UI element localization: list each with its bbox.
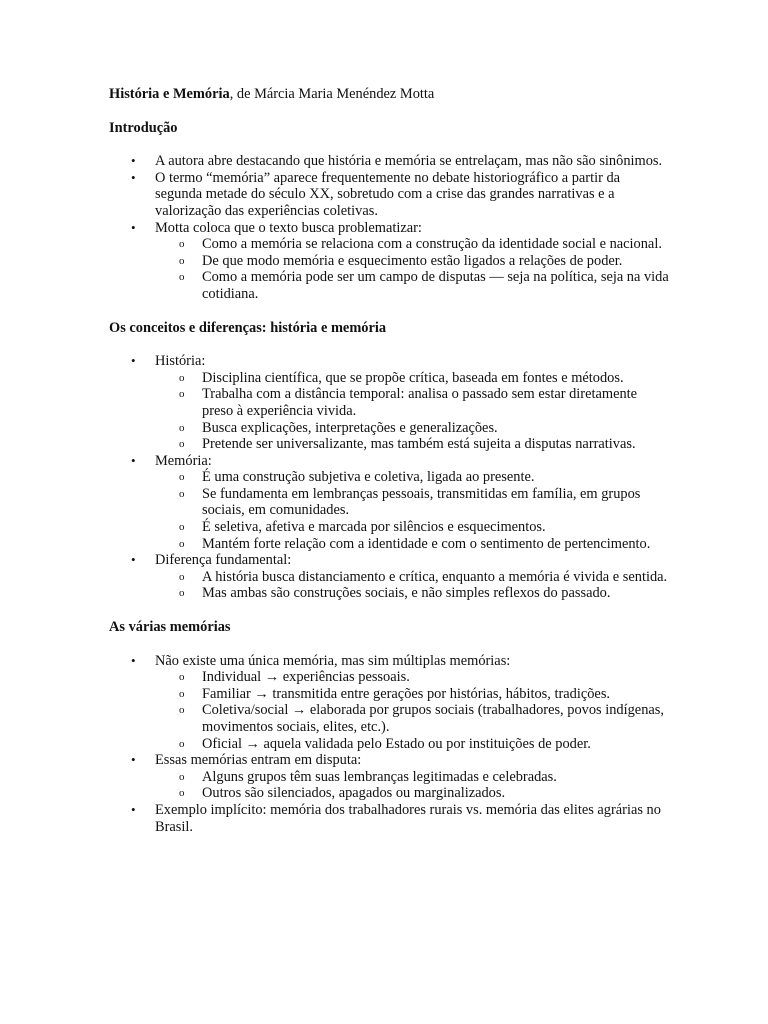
sub-list-item-text: Mantém forte relação com a identidade e com o sentimento de pertencimento. [202, 535, 651, 552]
bullet-disc-icon: • [131, 169, 136, 185]
bullet-circle-icon: o [179, 238, 185, 251]
bullet-circle-icon: o [179, 487, 185, 500]
sub-list-item-text: Outros são silenciados, apagados ou marginalizados. [202, 785, 506, 802]
sub-list-item [155, 236, 669, 253]
sub-list-item [155, 469, 669, 486]
list-item [109, 153, 669, 170]
bullet-disc-icon: • [131, 752, 136, 768]
sub-list-item-text: Disciplina científica, que se propõe crítica, baseada em fontes e métodos. [202, 369, 624, 386]
list-item-text: Diferença fundamental: [155, 552, 292, 569]
bullet-circle-icon: o [179, 421, 185, 434]
sub-list-item-text: É seletiva, afetiva e marcada por silêncios e esquecimentos. [202, 519, 546, 536]
sub-list-item [155, 702, 669, 735]
bullet-disc-icon: • [131, 652, 136, 668]
bullet-disc-icon: • [131, 353, 136, 369]
sub-list-item-text: Coletiva/social → elaborada por grupos sociais (trabalhadores, povos indígenas, movimentos sociais, elites, etc.). [202, 702, 664, 735]
bullet-list [109, 353, 669, 602]
bullet-list [109, 653, 669, 836]
section-heading-introducao: Introdução [109, 119, 178, 136]
list-item-text: Exemplo implícito: memória dos trabalhadores rurais vs. memória das elites agrárias no Brasil. [155, 801, 661, 835]
sub-list-item [155, 785, 669, 802]
sub-list-item [155, 420, 669, 437]
bullet-circle-icon: o [179, 570, 185, 583]
sub-list-item-text: Individual → experiências pessoais. [202, 669, 410, 686]
bullet-circle-icon: o [179, 471, 185, 484]
sub-list-item-text: De que modo memória e esquecimento estão ligados a relações de poder. [202, 252, 623, 269]
sub-list-item-text: Trabalha com a distância temporal: analisa o passado sem estar diretamente preso à experiência vivida. [202, 386, 638, 419]
sub-list-item-text: Se fundamenta em lembranças pessoais, transmitidas em família, em grupos sociais, em comunidades. [202, 485, 641, 519]
bullet-circle-icon: o [179, 704, 185, 717]
document-title-author: , de Márcia Maria Menéndez Motta [229, 86, 435, 102]
sub-list-item [155, 536, 669, 553]
sub-list-item [155, 686, 669, 703]
sub-bullet-list [155, 370, 669, 453]
list-item-text: Motta coloca que o texto busca problematizar: [155, 219, 422, 236]
bullet-circle-icon: o [179, 687, 185, 700]
list-item [109, 453, 669, 553]
sub-list-item [155, 585, 669, 602]
bullet-disc-icon: • [131, 219, 136, 235]
bullet-circle-icon: o [179, 254, 185, 267]
sub-bullet-list [155, 669, 669, 752]
list-item [109, 653, 669, 753]
bullet-circle-icon: o [179, 587, 185, 600]
bullet-disc-icon: • [131, 452, 136, 468]
sub-list-item-text: Alguns grupos têm suas lembranças legitimadas e celebradas. [202, 768, 557, 785]
document-page [109, 86, 669, 852]
bullet-circle-icon: o [179, 737, 185, 750]
section-heading-varias-memorias: As várias memórias [109, 619, 231, 636]
sub-list-item [155, 569, 669, 586]
list-item [109, 752, 669, 802]
list-item-text: Não existe uma única memória, mas sim múltiplas memórias: [155, 652, 511, 669]
sub-bullet-list [155, 469, 669, 552]
sub-list-item-text: Como a memória pode ser um campo de disputas — seja na política, seja na vida cotidiana. [202, 269, 669, 302]
sub-list-item [155, 370, 669, 387]
sub-list-item [155, 386, 669, 419]
sub-list-item-text: A história busca distanciamento e crítica, enquanto a memória é vivida e sentida. [202, 568, 668, 585]
sub-bullet-list [155, 569, 669, 602]
sub-list-item-text: Familiar → transmitida entre gerações por histórias, hábitos, tradições. [202, 685, 611, 702]
bullet-circle-icon: o [179, 438, 185, 451]
sub-list-item [155, 253, 669, 270]
sub-bullet-list [155, 236, 669, 302]
list-item-text: Memória: [155, 452, 212, 469]
bullet-disc-icon: • [131, 801, 136, 817]
bullet-circle-icon: o [179, 271, 185, 284]
bullet-circle-icon: o [179, 537, 185, 550]
list-item-text: A autora abre destacando que história e memória se entrelaçam, mas não são sinônimos. [155, 153, 663, 170]
bullet-circle-icon: o [179, 671, 185, 684]
list-item [109, 220, 669, 303]
sub-list-item [155, 486, 669, 519]
bullet-circle-icon: o [179, 787, 185, 800]
list-item-text: História: [155, 353, 206, 370]
document-title [109, 86, 669, 103]
sub-list-item [155, 736, 669, 753]
sub-list-item [155, 269, 669, 302]
list-item [109, 552, 669, 602]
section-heading-conceitos: Os conceitos e diferenças: história e memória [109, 319, 387, 336]
sub-list-item-text: É uma construção subjetiva e coletiva, ligada ao presente. [202, 469, 535, 486]
list-item [109, 353, 669, 453]
bullet-circle-icon: o [179, 388, 185, 401]
bullet-disc-icon: • [131, 153, 136, 169]
sub-list-item [155, 669, 669, 686]
sub-list-item-text: Oficial → aquela validada pelo Estado ou por instituições de poder. [202, 735, 591, 752]
sub-bullet-list [155, 769, 669, 802]
list-item [109, 170, 669, 220]
sub-list-item [155, 519, 669, 536]
sub-list-item [155, 436, 669, 453]
list-item-text: Essas memórias entram em disputa: [155, 752, 362, 769]
sub-list-item-text: Pretende ser universalizante, mas também está sujeita a disputas narrativas. [202, 436, 636, 453]
bullet-circle-icon: o [179, 770, 185, 783]
bullet-circle-icon: o [179, 521, 185, 534]
list-item [109, 802, 669, 835]
sub-list-item-text: Como a memória se relaciona com a construção da identidade social e nacional. [202, 236, 662, 253]
document-title-bold: História e Memória [109, 86, 230, 102]
bullet-list [109, 153, 669, 302]
bullet-disc-icon: • [131, 552, 136, 568]
bullet-circle-icon: o [179, 371, 185, 384]
sub-list-item [155, 769, 669, 786]
sub-list-item-text: Busca explicações, interpretações e generalizações. [202, 419, 498, 436]
list-item-text: O termo “memória” aparece frequentemente no debate historiográfico a partir da segunda metade do século XX, sobretudo com a crise das grandes narrativas e a valorização das experiências coletivas. [155, 169, 621, 219]
sub-list-item-text: Mas ambas são construções sociais, e não simples reflexos do passado. [202, 585, 611, 602]
